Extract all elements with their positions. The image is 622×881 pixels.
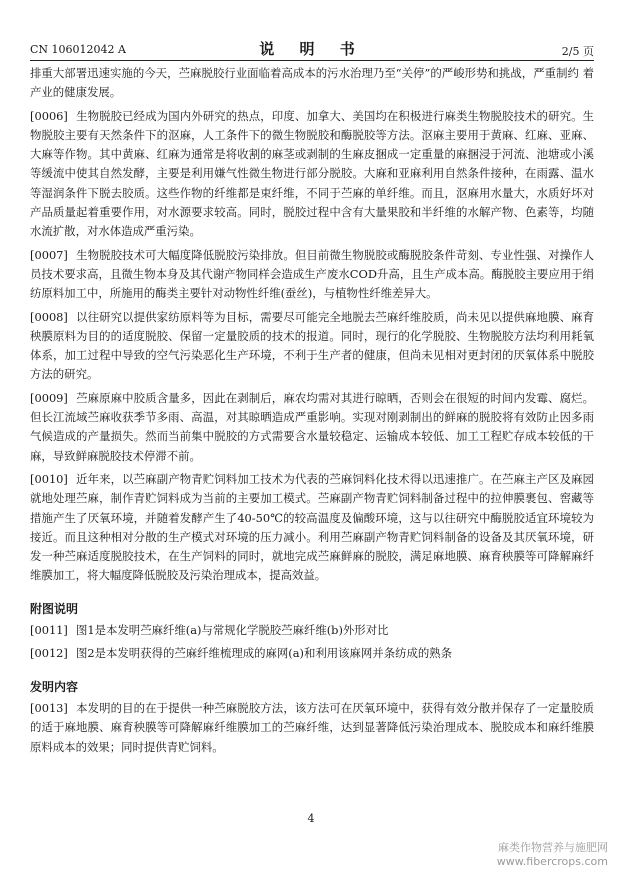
paragraph-continued: 排重大部署迅速实施的今天，苎麻脱胶行业面临着高成本的污水治理乃至“关停”的严峻形势和挑战，严重制约 着产业的健康发展。 — [30, 66, 594, 100]
document-title: 说 明 书 — [259, 40, 365, 58]
paragraph-number: [0013] — [30, 700, 68, 715]
page-number: 4 — [307, 812, 315, 825]
paragraph-0013: [0013] 本发明的目的在于提供一种苎麻脱胶方法，该方法可在厌氧环境中，获得有效分散并保存了一定量胶质的适于麻地膜、麻育秧膜等可降解麻纤维膜加工的苎麻纤维，达到显著降低污染治理成本、脱胶成本和麻纤维膜原料成本的效果；同时提供青贮饲料。 — [30, 700, 594, 754]
section-title-invention: 发明内容 — [30, 679, 79, 694]
paragraph-0008: [0008] 以往研究以提供家纺原料等为目标，需要尽可能完全地脱去苎麻纤维胶质，尚未见以提供麻地膜、麻育秧膜原料为目的的适度脱胶、保留一定量胶质的技术的报道。同时，现行的化学脱胶、生物脱胶方法均利用耗氧体系，加工过程中导致的空气污染恶化生产环境，不利于生产者的健康，但尚未见相对更封闭的厌氧体系中脱胶方法的研究。 — [30, 309, 594, 382]
site-watermark — [497, 841, 608, 869]
paragraph-number: [0008] — [30, 309, 68, 324]
watermark-site-name: 麻类作物营养与施肥网 — [498, 841, 608, 854]
paragraph-number: [0011] — [30, 623, 68, 638]
section-title-drawings: 附图说明 — [30, 601, 79, 616]
paragraph-0012: [0012] 图2是本发明获得的苎麻纤维梳理成的麻网(a)和利用该麻网并条纺成的熟条 — [30, 644, 594, 663]
paragraph-number: [0012] — [30, 646, 68, 661]
paragraph-0007: [0007] 生物脱胶技术可大幅度降低脱胶污染排放。但目前微生物脱胶或酶脱胶条件苛刻、专业性强、对操作人员技术要求高，且微生物本身及其代谢产物同样会造成生产废水COD升高，且生产成本高。酶脱胶主要应用于绢纺原料加工中，所施用的酶类主要针对动物性纤维(蚕丝)，与植物性纤维差异大。 — [30, 247, 594, 301]
paragraph-number: [0006] — [30, 108, 68, 123]
publication-number: CN 106012042 A — [30, 43, 126, 56]
paragraph-0006: [0006] 生物脱胶已经成为国内外研究的热点，印度、加拿大、美国均在积极进行麻类生物脱胶技术的研究。生物脱胶主要有天然条件下的沤麻，人工条件下的微生物脱胶和酶脱胶等方法。沤麻主要用于黄麻、红麻、亚麻、大麻等作物。其中黄麻、红麻为通常是将收割的麻茎或剥制的生麻皮捆成一定重量的麻捆浸于河流、池塘或小溪等缓流中使其自然发酵，主要是利用嫌气性微生物进行部分脱胶。大麻和亚麻利用自然条件接种，在雨露、温水等湿润条件下脱去胶质。这些作物的纤维都是束纤维，不同于苎麻的单纤维。而且，沤麻用水量大，水质好坏对产品质量起着重要作用，对水源要求较高。同时，脱胶过程中含有大量果胶和半纤维的水解产物、色素等，均随水流扩散，对水体造成严重污染。 — [30, 108, 594, 239]
watermark-url: www.fibercrops.com — [496, 855, 608, 868]
paragraph-0010: [0010] 近年来，以苎麻副产物青贮饲料加工技术为代表的苎麻饲料化技术得以迅速推广。在苎麻主产区及麻园就地处理苎麻，制作青贮饲料成为当前的主要加工模式。苎麻副产物青贮饲料制备过程中的拉伸膜裹包、窖藏等措施产生了厌氧环境，并随着发酵产生了40-50℃的较高温度及偏酸环境，这与以往研究中酶脱胶适宜环境较为接近。而且这种相对分散的生产模式对环境的压力减小。利用苎麻副产物青贮饲料制备的设备及其厌氧环境，研发一种苎麻适度脱胶技术，在生产饲料的同时，就地完成苎麻鲜麻的脱胶，满足麻地膜、麻育秧膜等可降解麻纤维膜加工，将大幅度降低脱胶及污染治理成本，提高效益。 — [30, 471, 594, 583]
paragraph-number: [0007] — [30, 247, 68, 262]
page-indicator: 2/5 页 — [561, 45, 594, 58]
paragraph-number: [0010] — [30, 471, 68, 486]
paragraph-number: [0009] — [30, 390, 68, 405]
paragraph-0009: [0009] 苎麻原麻中胶质含量多，因此在剥制后，麻农均需对其进行晾晒，否则会在很短的时间内发霉、腐烂。但长江流域苎麻收获季节多雨、高温，对其晾晒造成严重影响。实现对刚剥制出的鲜麻的脱胶将有效防止因多雨气候造成的产量损失。然而当前集中脱胶的方式需要含水量较稳定、运输成本较低、加工工程贮存成本较低的干麻，导致鲜麻脱胶技术停滞不前。 — [30, 390, 594, 463]
page-header — [30, 38, 594, 61]
paragraph-0011: [0011] 图1是本发明苎麻纤维(a)与常规化学脱胶苎麻纤维(b)外形对比 — [30, 621, 594, 640]
document-body — [30, 64, 594, 761]
